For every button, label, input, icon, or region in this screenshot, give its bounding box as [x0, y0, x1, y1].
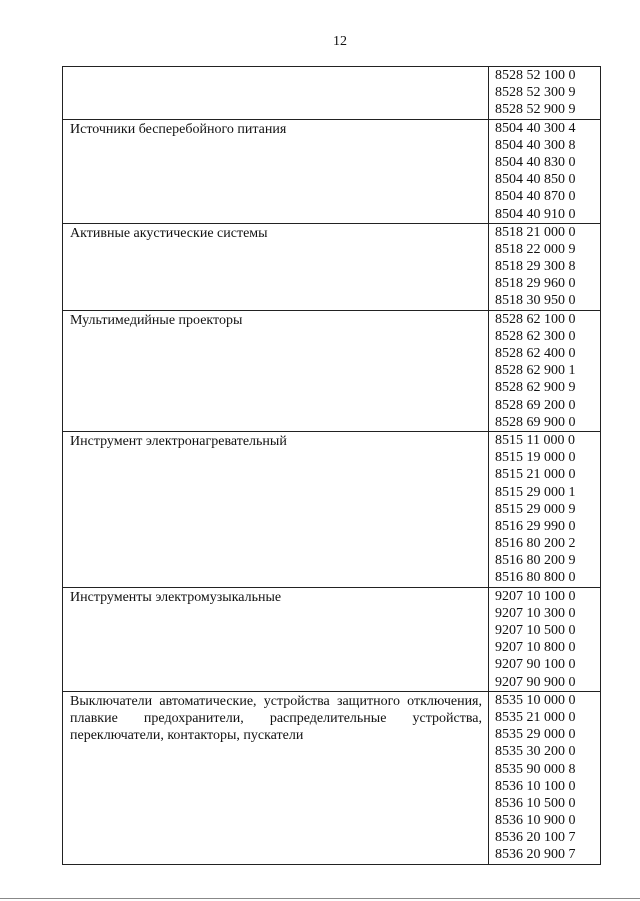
- tn-ved-codes-cell: [489, 691, 601, 864]
- product-name-cell: Инструменты электромузыкальные: [63, 587, 489, 691]
- table-row: [63, 223, 601, 310]
- tn-ved-code: 8518 29 960 0: [495, 276, 576, 292]
- tn-ved-code: 9207 10 100 0: [495, 588, 576, 604]
- tn-ved-code: 8535 30 200 0: [495, 744, 576, 760]
- tn-ved-code: 9207 10 800 0: [495, 640, 576, 656]
- tn-ved-code: 9207 10 500 0: [495, 623, 576, 638]
- tn-ved-code: 8536 20 100 7: [495, 830, 576, 846]
- tn-ved-code: 8528 52 100 0: [495, 68, 576, 83]
- tn-ved-code: 8504 40 300 8: [495, 137, 576, 153]
- tn-ved-code: 8504 40 850 0: [495, 172, 576, 188]
- table-row: [63, 119, 601, 223]
- tn-ved-code: 8516 29 990 0: [495, 518, 576, 534]
- product-name-cell: Активные акустические системы: [63, 223, 489, 310]
- tn-ved-code: 8536 10 100 0: [495, 778, 576, 794]
- tn-ved-code: 9207 10 300 0: [495, 605, 576, 621]
- page-bottom-edge: [0, 898, 640, 899]
- table-row: [63, 691, 601, 864]
- tn-ved-code: 8528 62 400 0: [495, 346, 576, 361]
- tn-ved-code: 8516 80 200 9: [495, 553, 576, 569]
- tn-ved-code: 8504 40 910 0: [495, 206, 576, 222]
- product-code-table: [62, 66, 601, 865]
- product-name-cell: Инструмент электронагревательный: [63, 431, 489, 587]
- tn-ved-code: 8528 52 900 9: [495, 102, 576, 118]
- page-number: 12: [333, 34, 347, 49]
- tn-ved-code: 8535 21 000 0: [495, 709, 576, 725]
- tn-ved-codes-cell: [489, 119, 601, 223]
- tn-ved-code: 9207 90 900 0: [495, 674, 576, 690]
- tn-ved-code: 8528 62 900 1: [495, 363, 576, 379]
- table-row: [63, 431, 601, 587]
- tn-ved-code: 8528 62 100 0: [495, 311, 576, 327]
- tn-ved-code: 9207 90 100 0: [495, 657, 576, 673]
- tn-ved-code: 8515 21 000 0: [495, 467, 576, 483]
- tn-ved-codes-cell: [489, 431, 601, 587]
- tn-ved-code: 8528 52 300 9: [495, 85, 576, 101]
- tn-ved-code: 8518 21 000 0: [495, 224, 576, 240]
- tn-ved-code: 8536 10 500 0: [495, 795, 576, 811]
- tn-ved-code: 8518 22 000 9: [495, 241, 576, 257]
- tn-ved-code: 8516 80 800 0: [495, 570, 576, 586]
- tn-ved-codes-cell: [489, 587, 601, 691]
- table-row: [63, 310, 601, 431]
- tn-ved-codes-cell: [489, 223, 601, 310]
- tn-ved-code: 8528 62 300 0: [495, 328, 576, 344]
- tn-ved-code: 8515 19 000 0: [495, 450, 576, 466]
- tn-ved-code: 8528 69 900 0: [495, 414, 576, 430]
- tn-ved-code: 8528 62 900 9: [495, 380, 576, 396]
- tn-ved-code: 8504 40 870 0: [495, 189, 576, 205]
- tn-ved-code: 8535 10 000 0: [495, 692, 576, 708]
- tn-ved-code: 8515 29 000 9: [495, 501, 576, 517]
- tn-ved-code: 8536 20 900 7: [495, 847, 576, 863]
- tn-ved-code: 8504 40 300 4: [495, 120, 576, 136]
- tn-ved-code: 8528 69 200 0: [495, 397, 576, 413]
- tn-ved-code: 8518 30 950 0: [495, 293, 576, 309]
- product-name-cell: Источники бесперебойного питания: [63, 119, 489, 223]
- product-name-cell: Мультимедийные проекторы: [63, 310, 489, 431]
- tn-ved-codes-cell: [489, 67, 601, 120]
- table-row: [63, 67, 601, 120]
- tn-ved-code: 8536 10 900 0: [495, 813, 576, 829]
- tn-ved-codes-cell: [489, 310, 601, 431]
- table-row: [63, 587, 601, 691]
- tn-ved-code: 8535 90 000 8: [495, 761, 576, 777]
- table-body: [63, 67, 601, 865]
- tn-ved-code: 8515 11 000 0: [495, 432, 575, 448]
- tn-ved-code: 8504 40 830 0: [495, 154, 576, 170]
- tn-ved-code: 8516 80 200 2: [495, 536, 576, 552]
- tn-ved-code: 8535 29 000 0: [495, 727, 576, 743]
- product-name-cell: Выключатели автоматические, устройства защитного отключения, плавкие предохранители, распределительные устройства, переключатели, контакторы, пускатели: [63, 691, 489, 864]
- tn-ved-code: 8518 29 300 8: [495, 259, 576, 275]
- tn-ved-code: 8515 29 000 1: [495, 484, 576, 500]
- product-name-cell: [63, 67, 489, 120]
